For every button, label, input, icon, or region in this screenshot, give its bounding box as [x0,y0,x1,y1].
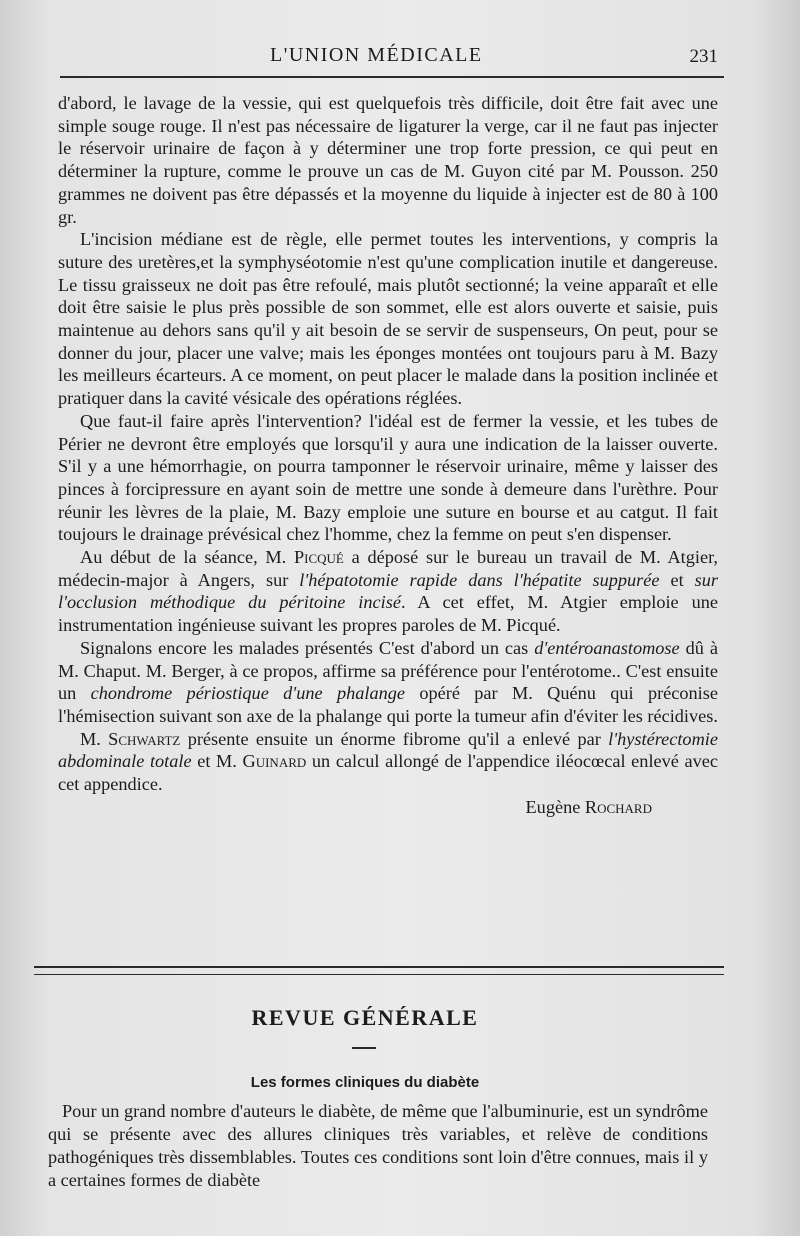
section-dash [352,1047,376,1049]
text-run: Au début de la séance, M. [80,547,294,568]
signature-last-name: Rochard [584,796,652,817]
signature-first-name: Eugène [525,796,585,817]
section-title: REVUE GÉNÉRALE [251,1005,479,1030]
paragraph-6 [58,728,718,796]
header-rule [60,76,724,78]
case-title: chondrome périostique d'une phalange [90,683,405,704]
author-name: Guinard [242,751,307,772]
text-run: opéré par M. Quénu qui préconise l'hémisection suivant son axe de la phalange qui porte la tumeur afin d'éviter les récidives. [58,683,718,726]
text-run: un calcul allongé de l'appendice iléocœcal enlevé avec cet appendice. [58,751,719,795]
text-run: a déposé sur le bureau un travail de M. Atgier, médecin-major à Angers, sur [58,547,719,590]
section-divider [34,966,724,975]
page-number: 231 [689,46,718,67]
paragraph-3: Que faut-il faire après l'intervention? l'idéal est de fermer la vessie, et les tubes de Périer ne devront être employés que lorsqu'il y aura une indication de la laisser ouverte. S'il y a une hémorrhagie, on pourra tamponner le réservoir urinaire, même y laisser des pinces à forcipressure en ayant soin de mettre une sonde à demeure dans l'urèthre. Pour réunir les lèvres de la plaie, M. Bazy emploie une suture en bourse et au catgut. Il fait toujours le drainage prévésical chez l'homme, chez la femme on peut s'en dispenser. [58,410,718,545]
paragraph-4 [58,546,718,637]
text-run: dû à M. Chaput. M. Berger, à ce propos, affirme sa préférence pour l'entérotome.. C'est ensuite un [58,637,718,704]
text-run: et [659,569,695,590]
subsection-title: Les formes cliniques du diabète [250,1074,480,1091]
case-title: d'entéroanastomose [534,637,680,658]
running-title: L'UNION MÉDICALE [270,44,483,66]
text-run: M. [80,728,109,749]
paragraph-1: d'abord, le lavage de la vessie, qui est quelquefois très difficile, doit être fait avec une simple souge rouge. Il n'est pas nécessaire de ligaturer la verge, car il ne faut pas injecter le réservoir urinaire de façon à y déterminer une trop forte pression, ce qui peut en déterminer la rupture, comme le prouve un cas de M. Guyon cité par M. Pousson. 250 grammes ne doivent pas être dépassés et la moyenne du liquide à injecter est de 80 à 100 gr. [58,93,718,227]
author-name: Picqué [293,547,344,568]
revue-body [48,1100,708,1192]
author-name: Schwartz [108,728,181,749]
text-run: présente ensuite un énorme fibrome qu'il a enlevé par [180,728,609,749]
article-body [58,92,718,819]
paragraph-2: L'incision médiane est de règle, elle permet toutes les interventions, y compris la suture des uretères,et la symphyséotomie n'est qu'une complication inutile et dangereuse. Le tissu graisseux ne doit pas être refoulé, mais plutôt sectionné; la veine apparaît et elle doit être saisie le plus près possible de son sommet, elle est alors ouverte et saisie, puis maintenue au dehors sans qu'il y ait besoin de se servir de suspenseurs, On peut, pour se donner du jour, placer une valve; mais les éponges montées ont toujours paru à M. Bazy les meilleurs écarteurs. A ce moment, on peut placer le malade dans la position inclinée et pratiquer dans la cavité vésicale des opérations réglées. [58,229,718,409]
procedure-title: l'hystérectomie abdominale totale [58,728,718,772]
signature [58,796,718,819]
revue-paragraph-1: Pour un grand nombre d'auteurs le diabète, de même que l'albuminurie, est un syndrôme qui se présente avec des allures cliniques très variables, et relève de conditions pathogéniques très dissemblables. Toutes ces conditions sont loin d'être connues, mais il y a certaines formes de diabète [48,1101,708,1190]
paragraph-5 [58,637,718,728]
text-run: . A cet effet, M. Atgier emploie une instrumentation ingénieuse suivant les propres paroles de M. Picqué. [58,592,718,636]
work-title: sur l'occlusion méthodique du péritoine incisé [58,569,718,613]
work-title: l'hépatotomie rapide dans l'hépatite suppurée [299,569,660,590]
running-head [0,44,800,74]
text-run: et M. [191,751,243,772]
text-run: Signalons encore les malades présentés C'est d'abord un cas [80,637,535,658]
